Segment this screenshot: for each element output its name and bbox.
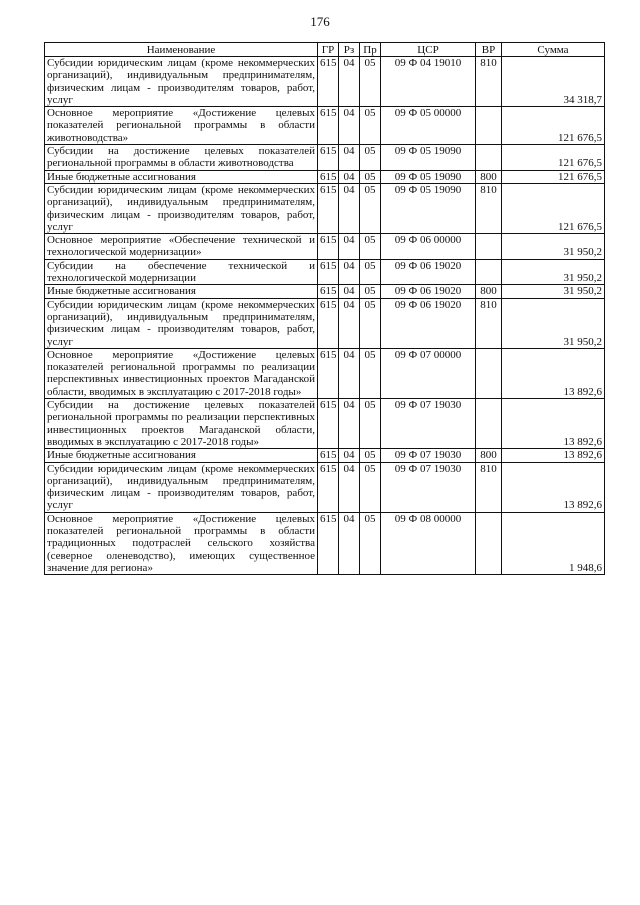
- cell-name: Иные бюджетные ассигнования: [45, 449, 318, 462]
- cell-gr: 615: [318, 285, 339, 298]
- cell-pr: 05: [360, 259, 381, 285]
- cell-gr: 615: [318, 259, 339, 285]
- cell-csr: 09 Ф 05 19090: [381, 183, 476, 233]
- cell-vr: 810: [476, 183, 502, 233]
- cell-csr: 09 Ф 05 19090: [381, 145, 476, 171]
- cell-gr: 615: [318, 298, 339, 348]
- cell-pr: 05: [360, 145, 381, 171]
- cell-name: Субсидии на обеспечение технической и технологической модернизации: [45, 259, 318, 285]
- table-row: [45, 512, 605, 574]
- cell-sum: 13 892,6: [502, 462, 605, 512]
- table-row: [45, 183, 605, 233]
- table-row: [45, 145, 605, 171]
- cell-csr: 09 Ф 06 19020: [381, 259, 476, 285]
- cell-sum: 1 948,6: [502, 512, 605, 574]
- cell-name: Основное мероприятие «Достижение целевых показателей региональной программы в области животноводства»: [45, 107, 318, 145]
- table-row: [45, 298, 605, 348]
- cell-rz: 04: [339, 285, 360, 298]
- table-row: [45, 285, 605, 298]
- table-body: [45, 57, 605, 575]
- cell-vr: [476, 399, 502, 449]
- cell-gr: 615: [318, 449, 339, 462]
- cell-gr: 615: [318, 399, 339, 449]
- cell-sum: 31 950,2: [502, 234, 605, 260]
- cell-vr: [476, 259, 502, 285]
- cell-pr: 05: [360, 449, 381, 462]
- cell-csr: 09 Ф 07 19030: [381, 399, 476, 449]
- cell-gr: 615: [318, 348, 339, 398]
- table-row: [45, 449, 605, 462]
- cell-vr: 800: [476, 170, 502, 183]
- cell-rz: 04: [339, 57, 360, 107]
- cell-sum: 31 950,2: [502, 259, 605, 285]
- cell-sum: 34 318,7: [502, 57, 605, 107]
- cell-sum: 13 892,6: [502, 348, 605, 398]
- cell-name: Иные бюджетные ассигнования: [45, 285, 318, 298]
- cell-rz: 04: [339, 107, 360, 145]
- cell-name: Субсидии юридическим лицам (кроме некоммерческих организаций), индивидуальным предпринимателям, физическим лицам - производителям товаров, работ, услуг: [45, 57, 318, 107]
- cell-name: Основное мероприятие «Обеспечение технической и технологической модернизации»: [45, 234, 318, 260]
- table-header: [45, 43, 605, 57]
- cell-vr: [476, 512, 502, 574]
- cell-rz: 04: [339, 348, 360, 398]
- cell-rz: 04: [339, 462, 360, 512]
- cell-gr: 615: [318, 57, 339, 107]
- cell-rz: 04: [339, 259, 360, 285]
- cell-gr: 615: [318, 234, 339, 260]
- cell-pr: 05: [360, 107, 381, 145]
- cell-name: Основное мероприятие «Достижение целевых показателей региональной программы по реализации перспективных инвестиционных проектов Магаданской области, вводимых в эксплуатацию с 2017-2018 годы»: [45, 348, 318, 398]
- cell-csr: 09 Ф 04 19010: [381, 57, 476, 107]
- cell-vr: 810: [476, 462, 502, 512]
- table-row: [45, 462, 605, 512]
- header-vr: ВР: [476, 43, 502, 57]
- header-rz: Рз: [339, 43, 360, 57]
- cell-pr: 05: [360, 234, 381, 260]
- cell-rz: 04: [339, 234, 360, 260]
- header-name: Наименование: [45, 43, 318, 57]
- cell-pr: 05: [360, 298, 381, 348]
- header-sum: Сумма: [502, 43, 605, 57]
- cell-csr: 09 Ф 07 19030: [381, 462, 476, 512]
- cell-vr: 810: [476, 57, 502, 107]
- cell-pr: 05: [360, 170, 381, 183]
- cell-name: Субсидии на достижение целевых показателей региональной программы по реализации перспективных инвестиционных проектов Магаданской области, вводимых в эксплуатацию с 2017-2018 годы»: [45, 399, 318, 449]
- page-number: 176: [310, 14, 330, 29]
- cell-sum: 121 676,5: [502, 170, 605, 183]
- cell-pr: 05: [360, 57, 381, 107]
- cell-sum: 121 676,5: [502, 145, 605, 171]
- cell-pr: 05: [360, 399, 381, 449]
- cell-pr: 05: [360, 512, 381, 574]
- cell-rz: 04: [339, 183, 360, 233]
- budget-table: [44, 42, 605, 575]
- cell-gr: 615: [318, 107, 339, 145]
- header-pr: Пр: [360, 43, 381, 57]
- cell-pr: 05: [360, 348, 381, 398]
- table-row: [45, 348, 605, 398]
- cell-csr: 09 Ф 05 00000: [381, 107, 476, 145]
- cell-csr: 09 Ф 06 19020: [381, 298, 476, 348]
- cell-vr: [476, 145, 502, 171]
- table-row: [45, 259, 605, 285]
- cell-name: Субсидии юридическим лицам (кроме некоммерческих организаций), индивидуальным предпринимателям, физическим лицам - производителям товаров, работ, услуг: [45, 298, 318, 348]
- cell-rz: 04: [339, 170, 360, 183]
- cell-name: Субсидии на достижение целевых показателей региональной программы в области животноводства: [45, 145, 318, 171]
- cell-gr: 615: [318, 462, 339, 512]
- table-row: [45, 170, 605, 183]
- cell-sum: 121 676,5: [502, 107, 605, 145]
- cell-vr: [476, 234, 502, 260]
- cell-rz: 04: [339, 512, 360, 574]
- cell-sum: 121 676,5: [502, 183, 605, 233]
- cell-name: Субсидии юридическим лицам (кроме некоммерческих организаций), индивидуальным предпринимателям, физическим лицам - производителям товаров, работ, услуг: [45, 183, 318, 233]
- cell-csr: 09 Ф 06 00000: [381, 234, 476, 260]
- cell-gr: 615: [318, 512, 339, 574]
- cell-vr: 800: [476, 285, 502, 298]
- cell-rz: 04: [339, 449, 360, 462]
- header-gr: ГР: [318, 43, 339, 57]
- cell-pr: 05: [360, 462, 381, 512]
- cell-sum: 13 892,6: [502, 449, 605, 462]
- table-row: [45, 399, 605, 449]
- cell-csr: 09 Ф 05 19090: [381, 170, 476, 183]
- cell-vr: [476, 107, 502, 145]
- cell-rz: 04: [339, 298, 360, 348]
- cell-sum: 31 950,2: [502, 285, 605, 298]
- cell-csr: 09 Ф 08 00000: [381, 512, 476, 574]
- cell-csr: 09 Ф 07 00000: [381, 348, 476, 398]
- cell-vr: 800: [476, 449, 502, 462]
- cell-name: Субсидии юридическим лицам (кроме некоммерческих организаций), индивидуальным предпринимателям, физическим лицам - производителям товаров, работ, услуг: [45, 462, 318, 512]
- table-row: [45, 107, 605, 145]
- table-row: [45, 234, 605, 260]
- cell-name: Иные бюджетные ассигнования: [45, 170, 318, 183]
- cell-sum: 13 892,6: [502, 399, 605, 449]
- cell-pr: 05: [360, 285, 381, 298]
- cell-vr: [476, 348, 502, 398]
- cell-sum: 31 950,2: [502, 298, 605, 348]
- cell-name: Основное мероприятие «Достижение целевых показателей региональной программы в области традиционных подотраслей сельского хозяйства (северное оленеводство), имеющих существенное значение для региона»: [45, 512, 318, 574]
- table-row: [45, 57, 605, 107]
- cell-rz: 04: [339, 399, 360, 449]
- cell-csr: 09 Ф 06 19020: [381, 285, 476, 298]
- header-csr: ЦСР: [381, 43, 476, 57]
- cell-pr: 05: [360, 183, 381, 233]
- header-row: [45, 43, 605, 57]
- cell-vr: 810: [476, 298, 502, 348]
- cell-rz: 04: [339, 145, 360, 171]
- cell-csr: 09 Ф 07 19030: [381, 449, 476, 462]
- cell-gr: 615: [318, 183, 339, 233]
- cell-gr: 615: [318, 170, 339, 183]
- cell-gr: 615: [318, 145, 339, 171]
